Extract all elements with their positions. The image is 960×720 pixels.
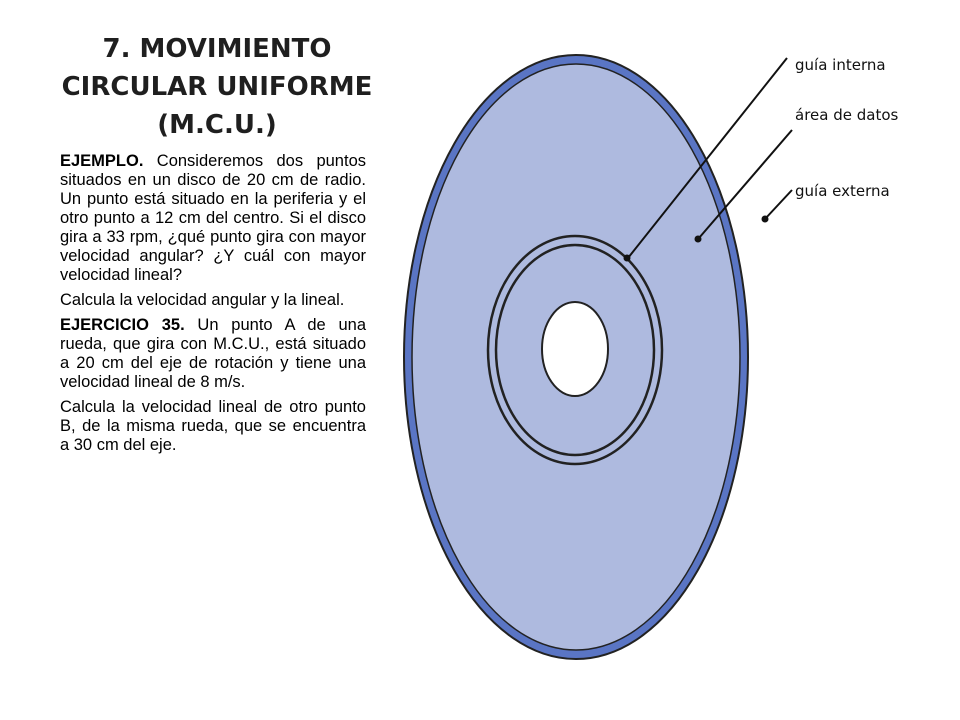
example-label: EJEMPLO.	[60, 152, 144, 170]
data-area-marker-dot	[695, 236, 702, 243]
problem-text-block	[60, 152, 366, 461]
exercise-paragraph	[60, 316, 366, 392]
exercise-text: Un punto A de una rueda, que gira con M.C.U., está situado a 20 cm del eje de rotación y tiene una velocidad lineal de 8 m/s.	[60, 316, 366, 391]
example-paragraph	[60, 152, 366, 285]
example-text: Consideremos dos puntos situados en un disco de 20 cm de radio. Un punto está situado en la periferia y el otro punto a 12 cm del centro. Si el disco gira a 33 rpm, ¿qué punto gira con mayor velocidad angular? ¿Y cuál con mayor velocidad lineal?	[60, 152, 366, 284]
title-line-3: (M.C.U.)	[157, 110, 277, 140]
disc-diagram	[400, 0, 960, 720]
slide-title	[52, 30, 382, 144]
label-outer-track: guía externa	[795, 182, 890, 200]
exercise-question: Calcula la velocidad lineal de otro punto B, de la misma rueda, que se encuentra a 30 cm del eje.	[60, 398, 366, 454]
label-data-area: área de datos	[795, 106, 899, 124]
outer-track-marker-dot	[762, 216, 769, 223]
example-question: Calcula la velocidad angular y la lineal.	[60, 291, 345, 309]
title-line-2: CIRCULAR UNIFORME	[61, 72, 373, 102]
inner-track-marker-dot	[624, 255, 631, 262]
center-hole	[542, 302, 608, 396]
title-line-1: 7. MOVIMIENTO	[102, 34, 332, 64]
outer-track-leader-line	[765, 190, 792, 219]
label-inner-track: guía interna	[795, 56, 886, 74]
exercise-label: EJERCICIO 35.	[60, 316, 185, 334]
